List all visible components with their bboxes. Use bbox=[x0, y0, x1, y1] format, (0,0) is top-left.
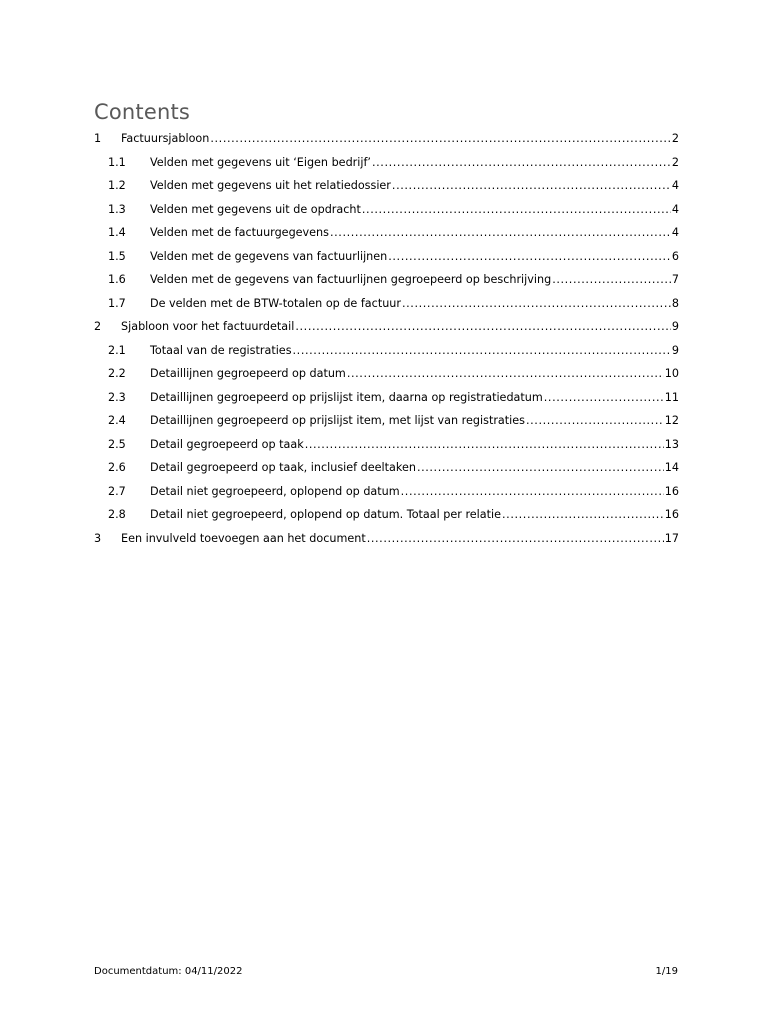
toc-entry-number: 1.6 bbox=[108, 273, 126, 286]
toc-dot-leader bbox=[502, 503, 664, 527]
toc-entry-number: 1.7 bbox=[108, 296, 126, 310]
toc-entry[interactable] bbox=[94, 409, 679, 433]
toc-dot-leader bbox=[392, 174, 671, 198]
toc-entry-title[interactable]: Factuursjabloon bbox=[121, 132, 210, 145]
toc-entry[interactable] bbox=[94, 527, 679, 551]
toc-dot-leader bbox=[210, 127, 671, 151]
toc-entry-title[interactable]: Detail gegroepeerd op taak, inclusief deeltaken bbox=[150, 461, 416, 474]
toc-entry[interactable] bbox=[94, 503, 679, 527]
toc-entry-number: 2.3 bbox=[108, 390, 126, 404]
toc-entry-page[interactable]: 7 bbox=[671, 273, 679, 286]
toc-entry[interactable] bbox=[94, 480, 679, 504]
toc-entry-title[interactable]: Velden met de factuurgegevens bbox=[150, 226, 329, 239]
toc-entry-title[interactable]: Velden met gegevens uit ‘Eigen bedrijf’ bbox=[150, 155, 371, 169]
toc-entry-page[interactable]: 11 bbox=[664, 390, 679, 404]
toc-entry-title[interactable]: Detail gegroepeerd op taak bbox=[150, 437, 304, 451]
toc-entry-page[interactable]: 2 bbox=[671, 132, 679, 145]
toc-entry-number: 2.6 bbox=[108, 461, 126, 474]
footer-document-date: Documentdatum: 04/11/2022 bbox=[94, 966, 243, 977]
toc-entry-page[interactable]: 6 bbox=[671, 249, 679, 263]
toc-entry-number: 2.8 bbox=[108, 508, 126, 521]
toc-dot-leader bbox=[367, 527, 664, 551]
toc-dot-leader bbox=[417, 456, 664, 480]
toc-entry-page[interactable]: 17 bbox=[664, 531, 679, 545]
toc-entry[interactable] bbox=[94, 386, 679, 410]
toc-entry-number: 2.2 bbox=[108, 367, 126, 380]
toc-entry-title[interactable]: Velden met de gegevens van factuurlijnen bbox=[150, 249, 388, 263]
toc-dot-leader bbox=[552, 268, 671, 292]
toc-dot-leader bbox=[544, 386, 664, 410]
toc-entry-page[interactable]: 9 bbox=[671, 320, 679, 333]
toc-entry-title[interactable]: Een invulveld toevoegen aan het document bbox=[121, 531, 366, 545]
toc-entry[interactable] bbox=[94, 221, 679, 245]
toc-dot-leader bbox=[388, 245, 671, 269]
toc-entry-page[interactable]: 2 bbox=[671, 155, 679, 169]
toc-entry-number: 1 bbox=[94, 132, 102, 145]
toc-entry[interactable] bbox=[94, 268, 679, 292]
toc-entry-page[interactable]: 13 bbox=[664, 437, 679, 451]
toc-entry[interactable] bbox=[94, 433, 679, 457]
toc-entry-page[interactable]: 4 bbox=[671, 202, 679, 216]
toc-entry[interactable] bbox=[94, 339, 679, 363]
toc-heading: Contents bbox=[94, 100, 191, 124]
toc-entry[interactable] bbox=[94, 362, 679, 386]
toc-entry-page[interactable]: 16 bbox=[664, 484, 679, 498]
toc-dot-leader bbox=[305, 433, 664, 457]
toc-entry-number: 3 bbox=[94, 531, 102, 545]
toc-entry[interactable] bbox=[94, 245, 679, 269]
toc-dot-leader bbox=[362, 198, 671, 222]
toc-entry-page[interactable]: 4 bbox=[671, 226, 679, 239]
toc-entry-page[interactable]: 9 bbox=[671, 343, 679, 357]
toc-entry-title[interactable]: De velden met de BTW-totalen op de factuur bbox=[150, 296, 401, 310]
toc-entry-number: 1.5 bbox=[108, 249, 126, 263]
toc-entry-title[interactable]: Detail niet gegroepeerd, oplopend op datum. Totaal per relatie bbox=[150, 508, 502, 521]
toc-dot-leader bbox=[372, 151, 671, 175]
toc-entry[interactable] bbox=[94, 315, 679, 339]
toc-dot-leader bbox=[330, 221, 671, 245]
toc-entry-number: 1.3 bbox=[108, 202, 126, 216]
toc-entry-title[interactable]: Sjabloon voor het factuurdetail bbox=[121, 320, 295, 333]
toc-entry-title[interactable]: Detaillijnen gegroepeerd op datum bbox=[150, 367, 346, 380]
toc-entry-title[interactable]: Velden met gegevens uit het relatiedossier bbox=[150, 179, 391, 192]
toc-entry[interactable] bbox=[94, 292, 679, 316]
toc-entry-number: 1.4 bbox=[108, 226, 126, 239]
footer-page-number: 1/19 bbox=[655, 966, 678, 977]
toc-entry[interactable] bbox=[94, 127, 679, 151]
toc-entry[interactable] bbox=[94, 198, 679, 222]
toc-dot-leader bbox=[295, 315, 671, 339]
toc-entry-page[interactable]: 14 bbox=[664, 461, 679, 474]
toc-entry-title[interactable]: Velden met de gegevens van factuurlijnen gegroepeerd op beschrijving bbox=[150, 273, 552, 286]
toc-entry-title[interactable]: Totaal van de registraties bbox=[150, 343, 292, 357]
toc-dot-leader bbox=[401, 480, 664, 504]
toc-entry-number: 2.4 bbox=[108, 414, 126, 427]
toc-dot-leader bbox=[526, 409, 664, 433]
toc-entry-title[interactable]: Detaillijnen gegroepeerd op prijslijst item, daarna op registratiedatum bbox=[150, 390, 543, 404]
toc-entry-number: 1.1 bbox=[108, 155, 126, 169]
toc-entry[interactable] bbox=[94, 174, 679, 198]
toc-entry[interactable] bbox=[94, 456, 679, 480]
toc-entry-number: 2 bbox=[94, 320, 102, 333]
toc-entry-page[interactable]: 12 bbox=[664, 414, 679, 427]
table-of-contents bbox=[94, 127, 679, 550]
toc-entry-number: 2.5 bbox=[108, 437, 126, 451]
toc-entry-page[interactable]: 4 bbox=[671, 179, 679, 192]
toc-dot-leader bbox=[293, 339, 671, 363]
toc-entry-number: 2.7 bbox=[108, 484, 126, 498]
toc-entry-title[interactable]: Detail niet gegroepeerd, oplopend op datum bbox=[150, 484, 400, 498]
toc-dot-leader bbox=[347, 362, 664, 386]
toc-entry-page[interactable]: 8 bbox=[671, 296, 679, 310]
toc-entry-page[interactable]: 16 bbox=[664, 508, 679, 521]
toc-entry-page[interactable]: 10 bbox=[664, 367, 679, 380]
toc-dot-leader bbox=[402, 292, 671, 316]
toc-entry-number: 2.1 bbox=[108, 343, 126, 357]
toc-entry-title[interactable]: Detaillijnen gegroepeerd op prijslijst item, met lijst van registraties bbox=[150, 414, 525, 427]
toc-entry-title[interactable]: Velden met gegevens uit de opdracht bbox=[150, 202, 361, 216]
toc-entry-number: 1.2 bbox=[108, 179, 126, 192]
toc-entry[interactable] bbox=[94, 151, 679, 175]
